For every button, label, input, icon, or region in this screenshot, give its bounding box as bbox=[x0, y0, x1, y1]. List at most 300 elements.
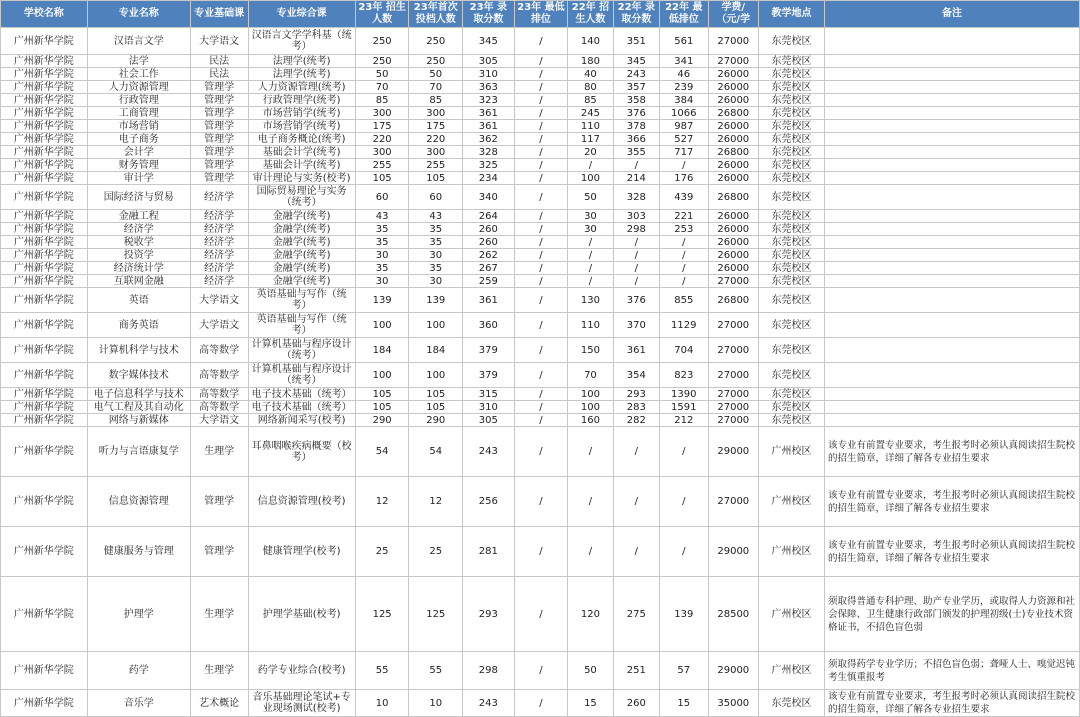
cell-score-22[interactable]: 376 bbox=[613, 107, 659, 120]
cell-composite-course[interactable]: 基础会计学(统考) bbox=[248, 159, 355, 172]
cell-note[interactable] bbox=[825, 236, 1080, 249]
header-campus[interactable]: 教学地点 bbox=[759, 1, 825, 28]
cell-note[interactable] bbox=[825, 363, 1080, 388]
cell-note[interactable] bbox=[825, 133, 1080, 146]
cell-note[interactable] bbox=[825, 55, 1080, 68]
cell-composite-course[interactable]: 金融学(统考) bbox=[248, 249, 355, 262]
cell-first-filed-23[interactable]: 105 bbox=[409, 401, 463, 414]
cell-enroll-23[interactable]: 25 bbox=[355, 527, 409, 577]
cell-campus[interactable]: 东莞校区 bbox=[759, 120, 825, 133]
cell-composite-course[interactable]: 计算机基础与程序设计（统考） bbox=[248, 363, 355, 388]
cell-enroll-22[interactable]: 85 bbox=[568, 94, 613, 107]
cell-enroll-22[interactable]: / bbox=[568, 477, 613, 527]
cell-enroll-22[interactable]: 100 bbox=[568, 401, 613, 414]
cell-first-filed-23[interactable]: 255 bbox=[409, 159, 463, 172]
cell-score-23[interactable]: 379 bbox=[463, 338, 515, 363]
cell-composite-course[interactable]: 护理学基础(校考) bbox=[248, 577, 355, 652]
cell-note[interactable] bbox=[825, 338, 1080, 363]
cell-score-22[interactable]: / bbox=[613, 159, 659, 172]
cell-score-23[interactable]: 310 bbox=[463, 68, 515, 81]
cell-composite-course[interactable]: 电子技术基础（统考） bbox=[248, 401, 355, 414]
cell-tuition[interactable]: 27000 bbox=[708, 388, 759, 401]
cell-first-filed-23[interactable]: 290 bbox=[409, 414, 463, 427]
cell-note[interactable] bbox=[825, 313, 1080, 338]
cell-note[interactable] bbox=[825, 414, 1080, 427]
cell-tuition[interactable]: 27000 bbox=[708, 275, 759, 288]
cell-base-course[interactable]: 经济学 bbox=[190, 236, 248, 249]
cell-tuition[interactable]: 26000 bbox=[708, 236, 759, 249]
cell-rank-23[interactable]: / bbox=[514, 28, 568, 55]
cell-enroll-23[interactable]: 85 bbox=[355, 94, 409, 107]
cell-base-course[interactable]: 经济学 bbox=[190, 275, 248, 288]
cell-rank-23[interactable]: / bbox=[514, 210, 568, 223]
cell-enroll-22[interactable]: / bbox=[568, 527, 613, 577]
cell-base-course[interactable]: 大学语文 bbox=[190, 28, 248, 55]
cell-note[interactable] bbox=[825, 28, 1080, 55]
cell-note[interactable] bbox=[825, 210, 1080, 223]
cell-major[interactable]: 电子信息科学与技术 bbox=[87, 388, 190, 401]
cell-rank-22[interactable]: 439 bbox=[660, 185, 708, 210]
cell-enroll-22[interactable]: 110 bbox=[568, 313, 613, 338]
cell-tuition[interactable]: 26000 bbox=[708, 223, 759, 236]
cell-base-course[interactable]: 高等数学 bbox=[190, 388, 248, 401]
cell-note[interactable]: 须取得药学专业学历；不招色盲色弱；聋哑人士、嗅觉迟钝考生慎重报考 bbox=[825, 652, 1080, 690]
cell-composite-course[interactable]: 金融学(统考) bbox=[248, 223, 355, 236]
cell-enroll-22[interactable]: 100 bbox=[568, 172, 613, 185]
cell-score-22[interactable]: 361 bbox=[613, 338, 659, 363]
cell-enroll-22[interactable]: 20 bbox=[568, 146, 613, 159]
cell-rank-23[interactable]: / bbox=[514, 172, 568, 185]
cell-major[interactable]: 法学 bbox=[87, 55, 190, 68]
cell-base-course[interactable]: 管理学 bbox=[190, 527, 248, 577]
cell-rank-22[interactable]: 561 bbox=[660, 28, 708, 55]
cell-first-filed-23[interactable]: 35 bbox=[409, 223, 463, 236]
cell-school[interactable]: 广州新华学院 bbox=[1, 146, 88, 159]
cell-tuition[interactable]: 27000 bbox=[708, 28, 759, 55]
cell-first-filed-23[interactable]: 100 bbox=[409, 313, 463, 338]
cell-first-filed-23[interactable]: 184 bbox=[409, 338, 463, 363]
cell-major[interactable]: 药学 bbox=[87, 652, 190, 690]
cell-score-22[interactable]: 243 bbox=[613, 68, 659, 81]
cell-enroll-22[interactable]: 40 bbox=[568, 68, 613, 81]
cell-first-filed-23[interactable]: 60 bbox=[409, 185, 463, 210]
cell-rank-22[interactable]: / bbox=[660, 427, 708, 477]
cell-rank-22[interactable]: 823 bbox=[660, 363, 708, 388]
cell-first-filed-23[interactable]: 300 bbox=[409, 107, 463, 120]
cell-rank-22[interactable]: 57 bbox=[660, 652, 708, 690]
cell-score-22[interactable]: 355 bbox=[613, 146, 659, 159]
cell-major[interactable]: 人力资源管理 bbox=[87, 81, 190, 94]
cell-note[interactable] bbox=[825, 159, 1080, 172]
cell-base-course[interactable]: 高等数学 bbox=[190, 401, 248, 414]
cell-score-22[interactable]: / bbox=[613, 275, 659, 288]
cell-score-22[interactable]: / bbox=[613, 249, 659, 262]
cell-rank-22[interactable]: / bbox=[660, 527, 708, 577]
cell-composite-course[interactable]: 英语基础与写作（统考） bbox=[248, 288, 355, 313]
cell-first-filed-23[interactable]: 250 bbox=[409, 28, 463, 55]
cell-first-filed-23[interactable]: 125 bbox=[409, 577, 463, 652]
cell-tuition[interactable]: 27000 bbox=[708, 338, 759, 363]
cell-note[interactable] bbox=[825, 146, 1080, 159]
cell-rank-22[interactable]: 717 bbox=[660, 146, 708, 159]
cell-tuition[interactable]: 26000 bbox=[708, 81, 759, 94]
cell-base-course[interactable]: 大学语文 bbox=[190, 414, 248, 427]
cell-score-23[interactable]: 340 bbox=[463, 185, 515, 210]
cell-first-filed-23[interactable]: 10 bbox=[409, 690, 463, 717]
cell-base-course[interactable]: 高等数学 bbox=[190, 363, 248, 388]
cell-score-22[interactable]: 298 bbox=[613, 223, 659, 236]
cell-note[interactable]: 该专业有前置专业要求，考生报考时必须认真阅读招生院校的招生简章，详细了解各专业招生要求 bbox=[825, 690, 1080, 717]
cell-note[interactable]: 须取得普通专科护理、助产专业学历，或取得人力资源和社会保障、卫生健康行政部门颁发的护理初级(士)专业技术资格证书，不招色盲色弱 bbox=[825, 577, 1080, 652]
cell-composite-course[interactable]: 人力资源管理(统考) bbox=[248, 81, 355, 94]
header-base-course[interactable]: 专业基础课 bbox=[190, 1, 248, 28]
cell-major[interactable]: 财务管理 bbox=[87, 159, 190, 172]
cell-first-filed-23[interactable]: 220 bbox=[409, 133, 463, 146]
cell-score-22[interactable]: 214 bbox=[613, 172, 659, 185]
cell-rank-22[interactable]: 1591 bbox=[660, 401, 708, 414]
cell-composite-course[interactable]: 英语基础与写作（统考） bbox=[248, 313, 355, 338]
cell-note[interactable] bbox=[825, 107, 1080, 120]
cell-enroll-23[interactable]: 55 bbox=[355, 652, 409, 690]
cell-composite-course[interactable]: 耳鼻咽喉疾病概要（校考） bbox=[248, 427, 355, 477]
cell-composite-course[interactable]: 信息资源管理(校考) bbox=[248, 477, 355, 527]
header-score-22[interactable]: 22年 录取分数 bbox=[613, 1, 659, 28]
cell-score-22[interactable]: 370 bbox=[613, 313, 659, 338]
cell-tuition[interactable]: 27000 bbox=[708, 477, 759, 527]
cell-school[interactable]: 广州新华学院 bbox=[1, 338, 88, 363]
cell-rank-23[interactable]: / bbox=[514, 414, 568, 427]
cell-rank-22[interactable]: 139 bbox=[660, 577, 708, 652]
cell-first-filed-23[interactable]: 30 bbox=[409, 275, 463, 288]
cell-composite-course[interactable]: 金融学(统考) bbox=[248, 210, 355, 223]
cell-note[interactable]: 该专业有前置专业要求，考生报考时必须认真阅读招生院校的招生简章，详细了解各专业招生要求 bbox=[825, 427, 1080, 477]
cell-school[interactable]: 广州新华学院 bbox=[1, 68, 88, 81]
cell-tuition[interactable]: 26000 bbox=[708, 210, 759, 223]
cell-tuition[interactable]: 27000 bbox=[708, 414, 759, 427]
cell-campus[interactable]: 东莞校区 bbox=[759, 185, 825, 210]
cell-enroll-22[interactable]: 110 bbox=[568, 120, 613, 133]
cell-tuition[interactable]: 27000 bbox=[708, 55, 759, 68]
cell-campus[interactable]: 东莞校区 bbox=[759, 236, 825, 249]
cell-tuition[interactable]: 26000 bbox=[708, 249, 759, 262]
cell-school[interactable]: 广州新华学院 bbox=[1, 210, 88, 223]
cell-school[interactable]: 广州新华学院 bbox=[1, 388, 88, 401]
cell-campus[interactable]: 广州校区 bbox=[759, 527, 825, 577]
cell-composite-course[interactable]: 金融学(统考) bbox=[248, 262, 355, 275]
cell-school[interactable]: 广州新华学院 bbox=[1, 185, 88, 210]
cell-first-filed-23[interactable]: 105 bbox=[409, 172, 463, 185]
cell-composite-course[interactable]: 音乐基础理论笔试+专业现场测试(校考) bbox=[248, 690, 355, 717]
cell-rank-22[interactable]: 1129 bbox=[660, 313, 708, 338]
cell-enroll-23[interactable]: 100 bbox=[355, 313, 409, 338]
cell-major[interactable]: 护理学 bbox=[87, 577, 190, 652]
cell-score-22[interactable]: 282 bbox=[613, 414, 659, 427]
cell-rank-22[interactable]: 384 bbox=[660, 94, 708, 107]
cell-campus[interactable]: 广州校区 bbox=[759, 477, 825, 527]
cell-enroll-22[interactable]: 245 bbox=[568, 107, 613, 120]
cell-enroll-23[interactable]: 35 bbox=[355, 223, 409, 236]
cell-score-23[interactable]: 362 bbox=[463, 133, 515, 146]
cell-major[interactable]: 健康服务与管理 bbox=[87, 527, 190, 577]
cell-rank-23[interactable]: / bbox=[514, 313, 568, 338]
cell-note[interactable] bbox=[825, 81, 1080, 94]
cell-base-course[interactable]: 管理学 bbox=[190, 146, 248, 159]
cell-enroll-22[interactable]: 30 bbox=[568, 210, 613, 223]
cell-rank-23[interactable]: / bbox=[514, 401, 568, 414]
cell-score-23[interactable]: 310 bbox=[463, 401, 515, 414]
cell-campus[interactable]: 东莞校区 bbox=[759, 249, 825, 262]
cell-score-23[interactable]: 379 bbox=[463, 363, 515, 388]
cell-base-course[interactable]: 生理学 bbox=[190, 577, 248, 652]
cell-composite-course[interactable]: 电子技术基础（统考） bbox=[248, 388, 355, 401]
cell-major[interactable]: 英语 bbox=[87, 288, 190, 313]
cell-rank-23[interactable]: / bbox=[514, 94, 568, 107]
cell-score-22[interactable]: / bbox=[613, 236, 659, 249]
cell-school[interactable]: 广州新华学院 bbox=[1, 477, 88, 527]
cell-score-22[interactable]: 260 bbox=[613, 690, 659, 717]
cell-base-course[interactable]: 经济学 bbox=[190, 249, 248, 262]
cell-score-23[interactable]: 361 bbox=[463, 120, 515, 133]
cell-enroll-23[interactable]: 30 bbox=[355, 275, 409, 288]
cell-first-filed-23[interactable]: 139 bbox=[409, 288, 463, 313]
cell-rank-23[interactable]: / bbox=[514, 223, 568, 236]
cell-enroll-23[interactable]: 139 bbox=[355, 288, 409, 313]
cell-campus[interactable]: 东莞校区 bbox=[759, 172, 825, 185]
cell-major[interactable]: 网络与新媒体 bbox=[87, 414, 190, 427]
cell-major[interactable]: 经济学 bbox=[87, 223, 190, 236]
cell-base-course[interactable]: 经济学 bbox=[190, 262, 248, 275]
cell-score-22[interactable]: 275 bbox=[613, 577, 659, 652]
cell-rank-23[interactable]: / bbox=[514, 363, 568, 388]
cell-enroll-23[interactable]: 220 bbox=[355, 133, 409, 146]
cell-base-course[interactable]: 经济学 bbox=[190, 223, 248, 236]
cell-rank-22[interactable]: / bbox=[660, 159, 708, 172]
cell-score-22[interactable]: 328 bbox=[613, 185, 659, 210]
cell-enroll-22[interactable]: 150 bbox=[568, 338, 613, 363]
cell-rank-22[interactable]: 46 bbox=[660, 68, 708, 81]
cell-school[interactable]: 广州新华学院 bbox=[1, 414, 88, 427]
cell-school[interactable]: 广州新华学院 bbox=[1, 288, 88, 313]
cell-tuition[interactable]: 26800 bbox=[708, 185, 759, 210]
cell-major[interactable]: 互联网金融 bbox=[87, 275, 190, 288]
cell-school[interactable]: 广州新华学院 bbox=[1, 363, 88, 388]
cell-enroll-23[interactable]: 105 bbox=[355, 401, 409, 414]
header-enroll-23[interactable]: 23年 招生人数 bbox=[355, 1, 409, 28]
cell-campus[interactable]: 东莞校区 bbox=[759, 81, 825, 94]
cell-enroll-22[interactable]: / bbox=[568, 159, 613, 172]
cell-composite-course[interactable]: 电子商务概论(统考) bbox=[248, 133, 355, 146]
header-major[interactable]: 专业名称 bbox=[87, 1, 190, 28]
cell-school[interactable]: 广州新华学院 bbox=[1, 236, 88, 249]
cell-tuition[interactable]: 29000 bbox=[708, 652, 759, 690]
cell-tuition[interactable]: 26000 bbox=[708, 262, 759, 275]
cell-rank-23[interactable]: / bbox=[514, 275, 568, 288]
cell-base-course[interactable]: 管理学 bbox=[190, 81, 248, 94]
cell-rank-22[interactable]: 1390 bbox=[660, 388, 708, 401]
cell-base-course[interactable]: 高等数学 bbox=[190, 338, 248, 363]
cell-composite-course[interactable]: 市场营销学(统考) bbox=[248, 120, 355, 133]
cell-tuition[interactable]: 26000 bbox=[708, 68, 759, 81]
cell-school[interactable]: 广州新华学院 bbox=[1, 527, 88, 577]
cell-first-filed-23[interactable]: 43 bbox=[409, 210, 463, 223]
cell-school[interactable]: 广州新华学院 bbox=[1, 94, 88, 107]
cell-composite-course[interactable]: 法理学(统考) bbox=[248, 68, 355, 81]
cell-rank-23[interactable]: / bbox=[514, 236, 568, 249]
cell-tuition[interactable]: 29000 bbox=[708, 427, 759, 477]
cell-rank-23[interactable]: / bbox=[514, 159, 568, 172]
cell-rank-22[interactable]: 15 bbox=[660, 690, 708, 717]
cell-first-filed-23[interactable]: 25 bbox=[409, 527, 463, 577]
cell-rank-22[interactable]: 527 bbox=[660, 133, 708, 146]
cell-base-course[interactable]: 管理学 bbox=[190, 477, 248, 527]
cell-first-filed-23[interactable]: 105 bbox=[409, 388, 463, 401]
cell-composite-course[interactable]: 汉语言文学学科基（统考） bbox=[248, 28, 355, 55]
cell-score-23[interactable]: 305 bbox=[463, 55, 515, 68]
cell-enroll-23[interactable]: 250 bbox=[355, 28, 409, 55]
cell-rank-22[interactable]: / bbox=[660, 477, 708, 527]
cell-campus[interactable]: 广州校区 bbox=[759, 577, 825, 652]
cell-composite-course[interactable]: 健康管理学(校考) bbox=[248, 527, 355, 577]
cell-campus[interactable]: 东莞校区 bbox=[759, 262, 825, 275]
cell-rank-22[interactable]: 1066 bbox=[660, 107, 708, 120]
cell-enroll-22[interactable]: 130 bbox=[568, 288, 613, 313]
cell-major[interactable]: 听力与言语康复学 bbox=[87, 427, 190, 477]
cell-score-22[interactable]: 251 bbox=[613, 652, 659, 690]
header-school[interactable]: 学校名称 bbox=[1, 1, 88, 28]
cell-base-course[interactable]: 民法 bbox=[190, 68, 248, 81]
cell-enroll-22[interactable]: 140 bbox=[568, 28, 613, 55]
cell-enroll-23[interactable]: 12 bbox=[355, 477, 409, 527]
cell-enroll-22[interactable]: / bbox=[568, 262, 613, 275]
header-rank-22[interactable]: 22年 最低排位 bbox=[660, 1, 708, 28]
cell-score-22[interactable]: 283 bbox=[613, 401, 659, 414]
cell-composite-course[interactable]: 金融学(统考) bbox=[248, 236, 355, 249]
cell-base-course[interactable]: 艺术概论 bbox=[190, 690, 248, 717]
cell-campus[interactable]: 东莞校区 bbox=[759, 28, 825, 55]
cell-rank-22[interactable]: / bbox=[660, 236, 708, 249]
cell-enroll-23[interactable]: 35 bbox=[355, 262, 409, 275]
cell-school[interactable]: 广州新华学院 bbox=[1, 223, 88, 236]
cell-score-22[interactable]: / bbox=[613, 427, 659, 477]
cell-enroll-23[interactable]: 300 bbox=[355, 146, 409, 159]
cell-school[interactable]: 广州新华学院 bbox=[1, 249, 88, 262]
cell-score-23[interactable]: 315 bbox=[463, 388, 515, 401]
cell-score-22[interactable]: 378 bbox=[613, 120, 659, 133]
header-score-23[interactable]: 23年 录取分数 bbox=[463, 1, 515, 28]
cell-campus[interactable]: 广州校区 bbox=[759, 652, 825, 690]
cell-rank-23[interactable]: / bbox=[514, 146, 568, 159]
cell-score-22[interactable]: 345 bbox=[613, 55, 659, 68]
cell-campus[interactable]: 东莞校区 bbox=[759, 338, 825, 363]
cell-composite-course[interactable]: 计算机基础与程序设计（统考） bbox=[248, 338, 355, 363]
cell-rank-22[interactable]: / bbox=[660, 249, 708, 262]
cell-school[interactable]: 广州新华学院 bbox=[1, 159, 88, 172]
cell-campus[interactable]: 东莞校区 bbox=[759, 133, 825, 146]
cell-tuition[interactable]: 26000 bbox=[708, 133, 759, 146]
cell-note[interactable] bbox=[825, 401, 1080, 414]
cell-note[interactable] bbox=[825, 275, 1080, 288]
cell-major[interactable]: 计算机科学与技术 bbox=[87, 338, 190, 363]
cell-base-course[interactable]: 民法 bbox=[190, 55, 248, 68]
cell-base-course[interactable]: 管理学 bbox=[190, 94, 248, 107]
cell-score-23[interactable]: 243 bbox=[463, 690, 515, 717]
cell-enroll-22[interactable]: 180 bbox=[568, 55, 613, 68]
cell-rank-23[interactable]: / bbox=[514, 427, 568, 477]
cell-rank-22[interactable]: 176 bbox=[660, 172, 708, 185]
cell-first-filed-23[interactable]: 300 bbox=[409, 146, 463, 159]
cell-note[interactable] bbox=[825, 94, 1080, 107]
cell-rank-23[interactable]: / bbox=[514, 68, 568, 81]
cell-first-filed-23[interactable]: 55 bbox=[409, 652, 463, 690]
cell-first-filed-23[interactable]: 250 bbox=[409, 55, 463, 68]
cell-score-23[interactable]: 363 bbox=[463, 81, 515, 94]
cell-score-23[interactable]: 345 bbox=[463, 28, 515, 55]
cell-tuition[interactable]: 28500 bbox=[708, 577, 759, 652]
cell-enroll-22[interactable]: 70 bbox=[568, 363, 613, 388]
cell-tuition[interactable]: 26000 bbox=[708, 120, 759, 133]
cell-tuition[interactable]: 27000 bbox=[708, 313, 759, 338]
cell-enroll-23[interactable]: 70 bbox=[355, 81, 409, 94]
cell-enroll-23[interactable]: 60 bbox=[355, 185, 409, 210]
cell-rank-23[interactable]: / bbox=[514, 120, 568, 133]
cell-first-filed-23[interactable]: 100 bbox=[409, 363, 463, 388]
cell-score-22[interactable]: / bbox=[613, 527, 659, 577]
cell-rank-22[interactable]: 239 bbox=[660, 81, 708, 94]
cell-campus[interactable]: 东莞校区 bbox=[759, 414, 825, 427]
cell-enroll-23[interactable]: 43 bbox=[355, 210, 409, 223]
cell-rank-23[interactable]: / bbox=[514, 388, 568, 401]
cell-enroll-23[interactable]: 300 bbox=[355, 107, 409, 120]
cell-enroll-23[interactable]: 250 bbox=[355, 55, 409, 68]
cell-major[interactable]: 金融工程 bbox=[87, 210, 190, 223]
cell-major[interactable]: 电气工程及其自动化 bbox=[87, 401, 190, 414]
cell-school[interactable]: 广州新华学院 bbox=[1, 401, 88, 414]
cell-rank-22[interactable]: 212 bbox=[660, 414, 708, 427]
cell-tuition[interactable]: 27000 bbox=[708, 401, 759, 414]
cell-rank-23[interactable]: / bbox=[514, 577, 568, 652]
cell-enroll-22[interactable]: 117 bbox=[568, 133, 613, 146]
cell-score-23[interactable]: 361 bbox=[463, 288, 515, 313]
cell-rank-22[interactable]: / bbox=[660, 275, 708, 288]
cell-composite-course[interactable]: 法理学(统考) bbox=[248, 55, 355, 68]
cell-school[interactable]: 广州新华学院 bbox=[1, 120, 88, 133]
cell-base-course[interactable]: 大学语文 bbox=[190, 288, 248, 313]
cell-score-22[interactable]: / bbox=[613, 262, 659, 275]
cell-score-23[interactable]: 293 bbox=[463, 577, 515, 652]
cell-rank-23[interactable]: / bbox=[514, 249, 568, 262]
cell-campus[interactable]: 东莞校区 bbox=[759, 363, 825, 388]
cell-school[interactable]: 广州新华学院 bbox=[1, 28, 88, 55]
cell-school[interactable]: 广州新华学院 bbox=[1, 427, 88, 477]
cell-rank-23[interactable]: / bbox=[514, 477, 568, 527]
cell-composite-course[interactable]: 药学专业综合(校考) bbox=[248, 652, 355, 690]
cell-tuition[interactable]: 29000 bbox=[708, 527, 759, 577]
cell-rank-22[interactable]: 704 bbox=[660, 338, 708, 363]
cell-school[interactable]: 广州新华学院 bbox=[1, 652, 88, 690]
cell-base-course[interactable]: 经济学 bbox=[190, 185, 248, 210]
cell-base-course[interactable]: 管理学 bbox=[190, 120, 248, 133]
cell-enroll-23[interactable]: 100 bbox=[355, 363, 409, 388]
cell-campus[interactable]: 东莞校区 bbox=[759, 288, 825, 313]
header-first-filed-23[interactable]: 23年首次 投档人数 bbox=[409, 1, 463, 28]
cell-rank-22[interactable]: 341 bbox=[660, 55, 708, 68]
cell-enroll-22[interactable]: / bbox=[568, 236, 613, 249]
cell-enroll-23[interactable]: 175 bbox=[355, 120, 409, 133]
cell-composite-course[interactable]: 网络新闻采写(校考) bbox=[248, 414, 355, 427]
cell-rank-23[interactable]: / bbox=[514, 652, 568, 690]
cell-enroll-23[interactable]: 255 bbox=[355, 159, 409, 172]
cell-rank-22[interactable]: / bbox=[660, 262, 708, 275]
